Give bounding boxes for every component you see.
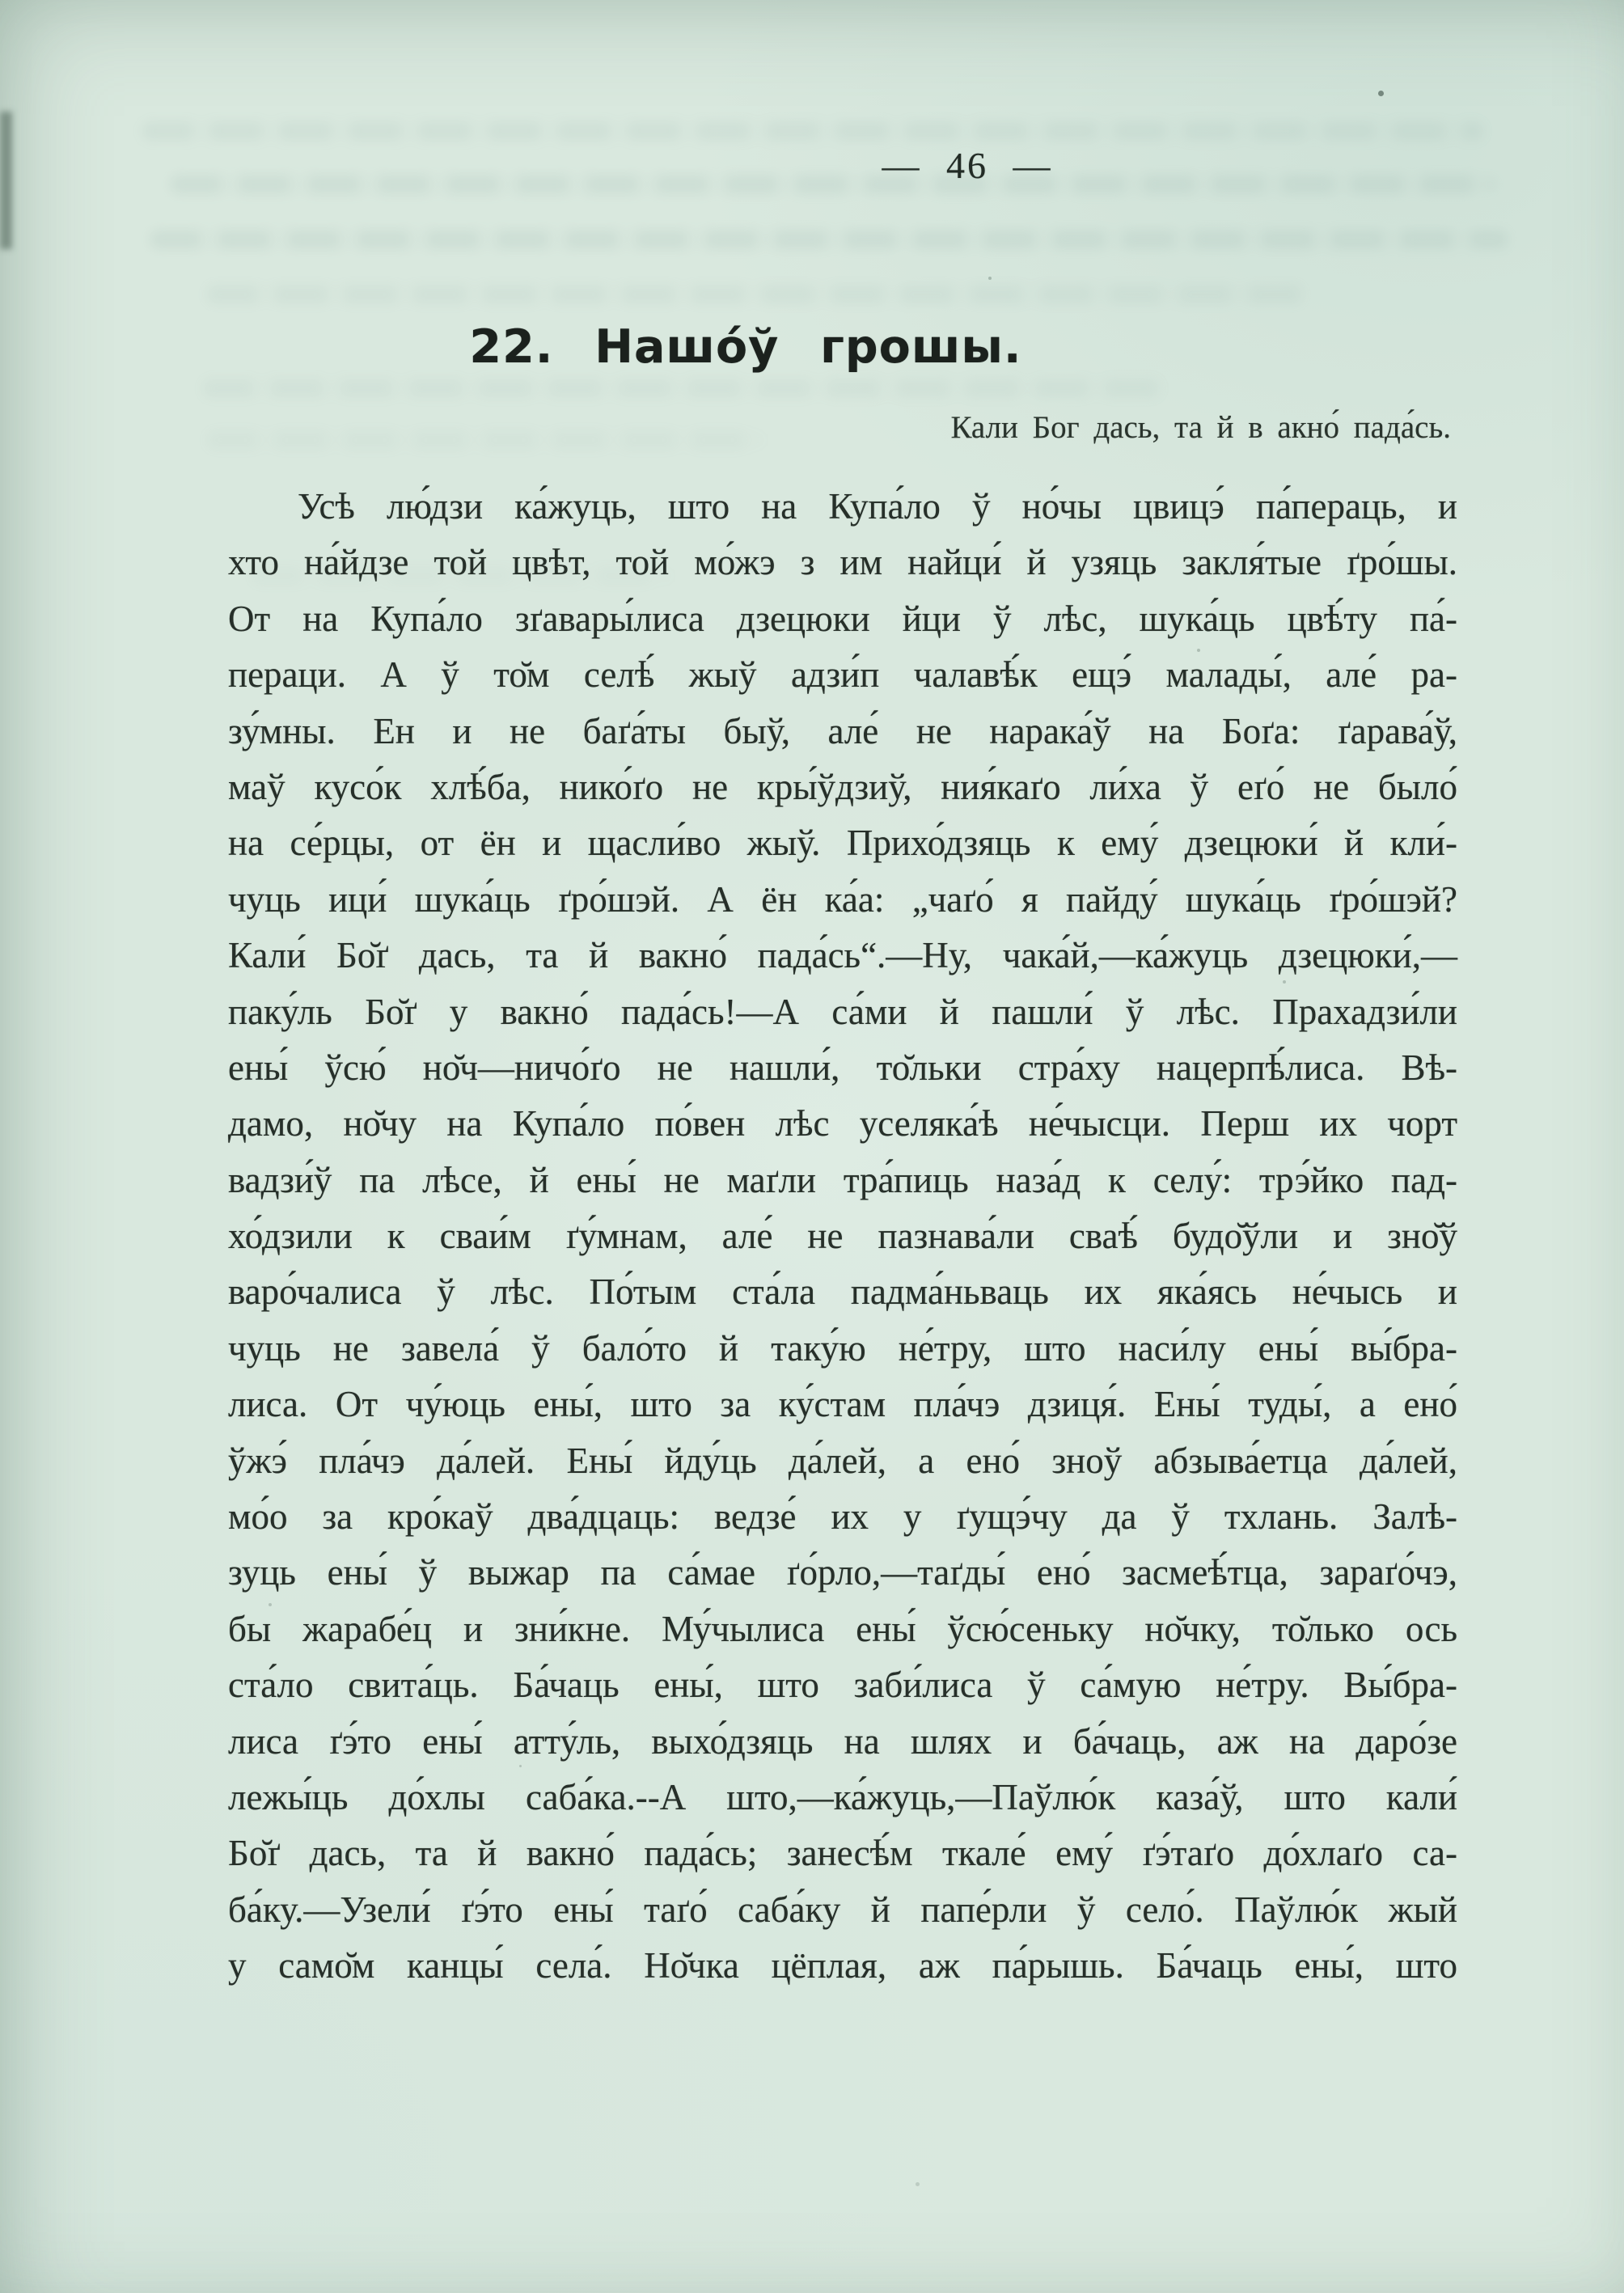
- dust-speck: [1378, 91, 1384, 96]
- showthrough-line: [202, 379, 1165, 398]
- story-body-line: Бо̆ґ дась, та й вакно́ пада́сь; занесѣ́м ткале́ ему́ ґэ́таґо до́хлаґо са-: [228, 1833, 1457, 1874]
- story-body-line: дамо, но̆чу на Купа́ло по́вен лѣс уселяка́ѣ не́чысци. Перш их чорт: [228, 1103, 1457, 1144]
- story-body-line: Кали́ Бо̆ґ дась, та й вакно́ пада́сь“.—Ну, чака́й,—ка́жуць дзецюки́,—: [228, 935, 1457, 976]
- story-body-line: Усѣ лю́дзи ка́жуць, што на Купа́ло ў но́чы цвицэ́ па́пераць, и: [298, 486, 1457, 527]
- showthrough-line: [170, 175, 1496, 194]
- story-body-line: ба́ку.—Узели́ ґэ́то ены́ таґо́ саба́ку й папе́рли ў село́. Паўлю́к жый: [228, 1889, 1457, 1930]
- story-body-line: ста́ло свита́ць. Ба́чаць ены́, што заби́лиса ў са́мую не́тру. Вы́бра-: [228, 1665, 1457, 1706]
- story-body-line: чуць ици́ шука́ць ґро́шэй. А ён ка́а: „чаґо́ я пайду́ шука́ць ґро́шэй?: [228, 878, 1457, 920]
- story-body-line: варо́чалиса ў лѣс. По́тым ста́ла падма́ньваць их яка́ясь не́чысь и: [228, 1271, 1457, 1313]
- story-body-line: лиса ґэ́то ены́ атту́ль, выхо́дзяць на шлях и ба́чаць, аж на даро́зе: [228, 1720, 1457, 1762]
- dust-speck: [988, 277, 992, 280]
- story-body-line: бы жарабе́ц и зни́кне. Му́чылиса ены́ ўсю́сеньку но̆чку, то̆лько ось: [228, 1608, 1457, 1649]
- story-body-line: у само̆м канцы́ села́. Но̆чка цёплая, аж па́рышь. Ба́чаць ены́, што: [228, 1945, 1457, 1986]
- story-body-line: ўжэ́ пла́чэ да́лей. Ены́ йду́ць да́лей, а ено́ зноў абзыва́етца да́лей,: [228, 1440, 1457, 1481]
- page-number: — 46 —: [882, 145, 1053, 186]
- showthrough-line: [142, 121, 1484, 141]
- story-body-line: пераци. А ў то̆м селѣ́ жыў адзи́п чалавѣ́к ещэ́ малады́, але́ ра-: [228, 654, 1457, 696]
- story-body-line: хто на́йдзе той цвѣт, той мо́жэ з им найци́ й узяць закля́тые ґро́шы.: [228, 542, 1457, 583]
- story-body-line: ены́ ўсю́ но̆ч—ничо́ґо не нашли́, то̆льки стра́ху нацерпѣ́лиса. Вѣ-: [228, 1047, 1457, 1088]
- story-body-line: на се́рцы, от ён и щасли́во жыў. Прихо́дзяць к ему́ дзецюки́ й кли́-: [228, 823, 1457, 864]
- story-body-line: чуць не завела́ ў бало́то й таку́ю не́тру, што наси́лу ены́ вы́бра-: [228, 1327, 1457, 1369]
- story-body-line: хо́дзили к сваи́м ґу́мнам, але́ не пазнава́ли сваѣ́ будо̆ўли и зно̆ў: [228, 1216, 1457, 1257]
- story-heading: 22. Нашо́ў грошы.: [469, 320, 1022, 374]
- story-body-line: маў кусо́к хлѣ́ба, нико́ґо не кры́ўдзиў, ния́каґо ли́ха ў еґо́ не было́: [228, 766, 1457, 807]
- story-body-line: зуць ены́ ў выжар па са́мае ґо́рло,—таґды́ ено́ засмеѣ́тца, зараґо́чэ,: [228, 1552, 1457, 1593]
- story-body-line: мо́о за кро́каў два́дцаць: ведзе́ их у ґущэ́чу да ў тхлань. Залѣ-: [228, 1496, 1457, 1538]
- story-epigraph: Кали Бог дась, та й в акно́ пада́сь.: [950, 410, 1451, 445]
- dust-speck: [916, 2182, 920, 2186]
- story-body: [228, 479, 1457, 1995]
- story-body-line: паку́ль Бо̆ґ у вакно́ пада́сь!—А са́ми й пашли́ ў лѣс. Прахадзи́ли: [228, 991, 1457, 1032]
- showthrough-line: [206, 285, 1306, 304]
- showthrough-line: [150, 230, 1508, 249]
- scan-edge-smudge: [0, 112, 12, 249]
- story-body-line: вадзи́ў па лѣсе, й ены́ не маґли тра́пиць наза́д к селу́: трэ́йко пад-: [228, 1159, 1457, 1200]
- story-body-line: От на Купа́ло зґавары́лиса дзецюки йци ў лѣс, шука́ць цвѣ́ту па́-: [228, 598, 1457, 639]
- story-body-line: зу́мны. Ен и не баґа́ты быў, але́ не нарака́ў на Боґа: ґарава́ў,: [228, 710, 1457, 751]
- story-body-line: лежы́ць до́хлы саба́ка.--А што,—ка́жуць,—Паўлю́к каза́ў, што кали́: [228, 1776, 1457, 1817]
- story-body-line: лиса. От чу́юць ены́, што за ку́стам пла́чэ дзиця́. Ены́ туды́, а ено́: [228, 1384, 1457, 1425]
